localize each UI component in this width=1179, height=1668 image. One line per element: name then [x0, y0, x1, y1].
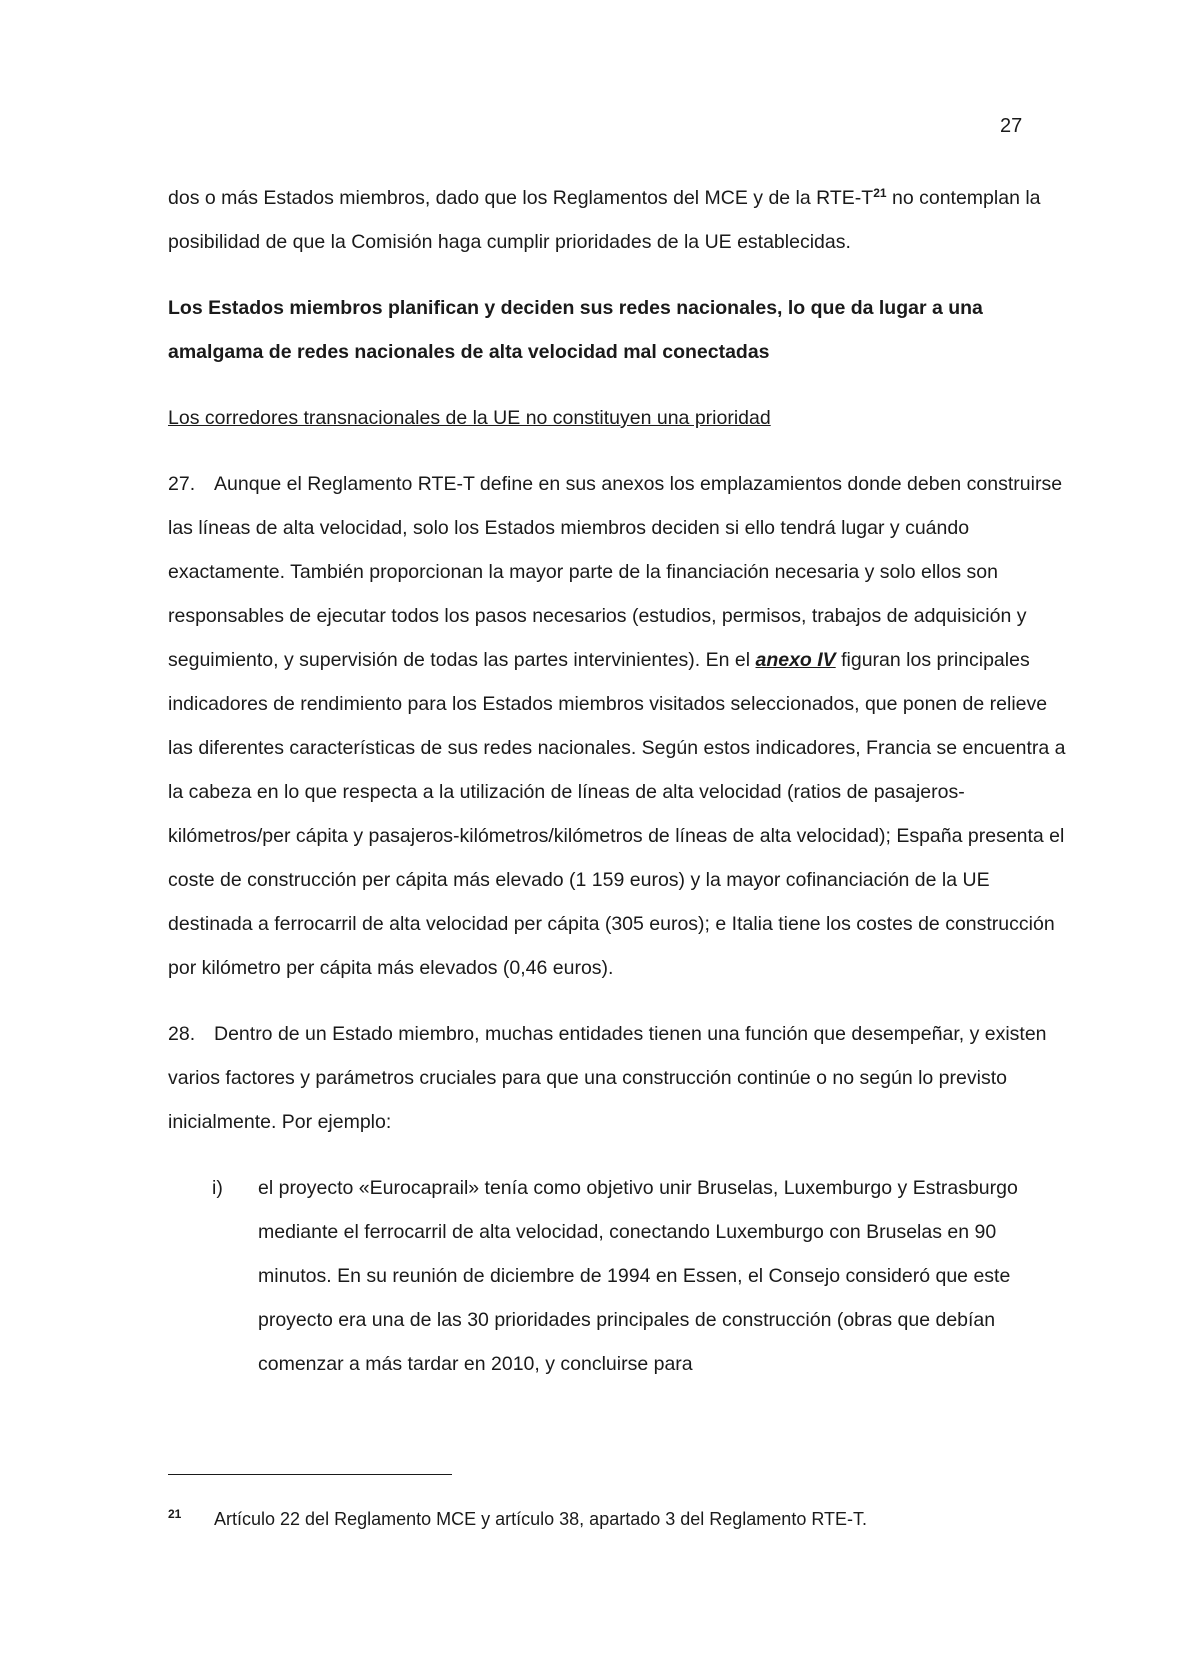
footnote-text: Artículo 22 del Reglamento MCE y artículo 38, apartado 3 del Reglamento RTE-T. — [214, 1509, 868, 1529]
page-number: 27 — [1000, 115, 1023, 137]
footnote-mark: 21 — [168, 1507, 182, 1521]
list-item — [168, 1166, 1068, 1386]
list-item-marker: i) — [212, 1177, 223, 1199]
intro-text-before: dos o más Estados miembros, dado que los Reglamentos del MCE y de la RTE-T — [168, 187, 874, 209]
paragraph-number: 28. — [168, 1023, 196, 1045]
section-subheading-underlined: Los corredores transnacionales de la UE no constituyen una prioridad — [168, 407, 771, 429]
document-body — [168, 176, 1068, 1386]
paragraph-27 — [168, 462, 1068, 990]
paragraph-28 — [168, 1012, 1068, 1144]
paragraph-number: 27. — [168, 473, 196, 495]
list-item-text: el proyecto «Eurocaprail» tenía como objetivo unir Bruselas, Luxemburgo y Estrasburgo mediante el ferrocarril de alta velocidad, conectando Luxemburgo con Bruselas en 90 minutos. En su reunión de diciembre de 1994 en Essen, el Consejo consideró que este proyecto era una de las 30 prioridades principales de construcción (obras que debían comenzar a más tardar en 2010, y concluirse para — [258, 1177, 1018, 1375]
footnote-reference[interactable]: 21 — [873, 186, 887, 200]
paragraph-28-text: Dentro de un Estado miembro, muchas entidades tienen una función que desempeñar, y existen varios factores y parámetros cruciales para que una construcción continúe o no según lo previsto inicialmente. Por ejemplo: — [168, 1023, 1047, 1133]
footnote-separator — [168, 1474, 452, 1475]
paragraph-27-text-before: Aunque el Reglamento RTE-T define en sus anexos los emplazamientos donde deben construirse las líneas de alta velocidad, solo los Estados miembros deciden si ello tendrá lugar y cuándo exactamente. También proporcionan la mayor parte de la financiación necesaria y solo ellos son responsables de ejecutar todos los pasos necesarios (estudios, permisos, trabajos de adquisición y seguimiento, y supervisión de todas las partes intervinientes). En el — [168, 473, 1063, 671]
section-heading-bold: Los Estados miembros planifican y deciden sus redes nacionales, lo que da lugar a una amalgama de redes nacionales de alta velocidad mal conectadas — [168, 297, 983, 363]
intro-text-after: no contemplan la posibilidad de que la Comisión haga cumplir prioridades de la UE establecidas. — [168, 187, 1041, 253]
annex-iv-link[interactable]: anexo IV — [755, 649, 836, 671]
intro-paragraph — [168, 176, 1068, 264]
footnote — [168, 1506, 1068, 1532]
paragraph-27-text-after: figuran los principales indicadores de rendimiento para los Estados miembros visitados seleccionados, que ponen de relieve las diferentes características de sus redes nacionales. Según estos indicadores, Francia se encuentra a la cabeza en lo que respecta a la utilización de líneas de alta velocidad (ratios de pasajeros-kilómetros/per cápita y pasajeros-kilómetros/kilómetros de líneas de alta velocidad); España presenta el coste de construcción per cápita más elevado (1 159 euros) y la mayor cofinanciación de la UE destinada a ferrocarril de alta velocidad per cápita (305 euros); e Italia tiene los costes de construcción por kilómetro per cápita más elevados (0,46 euros). — [168, 649, 1066, 979]
